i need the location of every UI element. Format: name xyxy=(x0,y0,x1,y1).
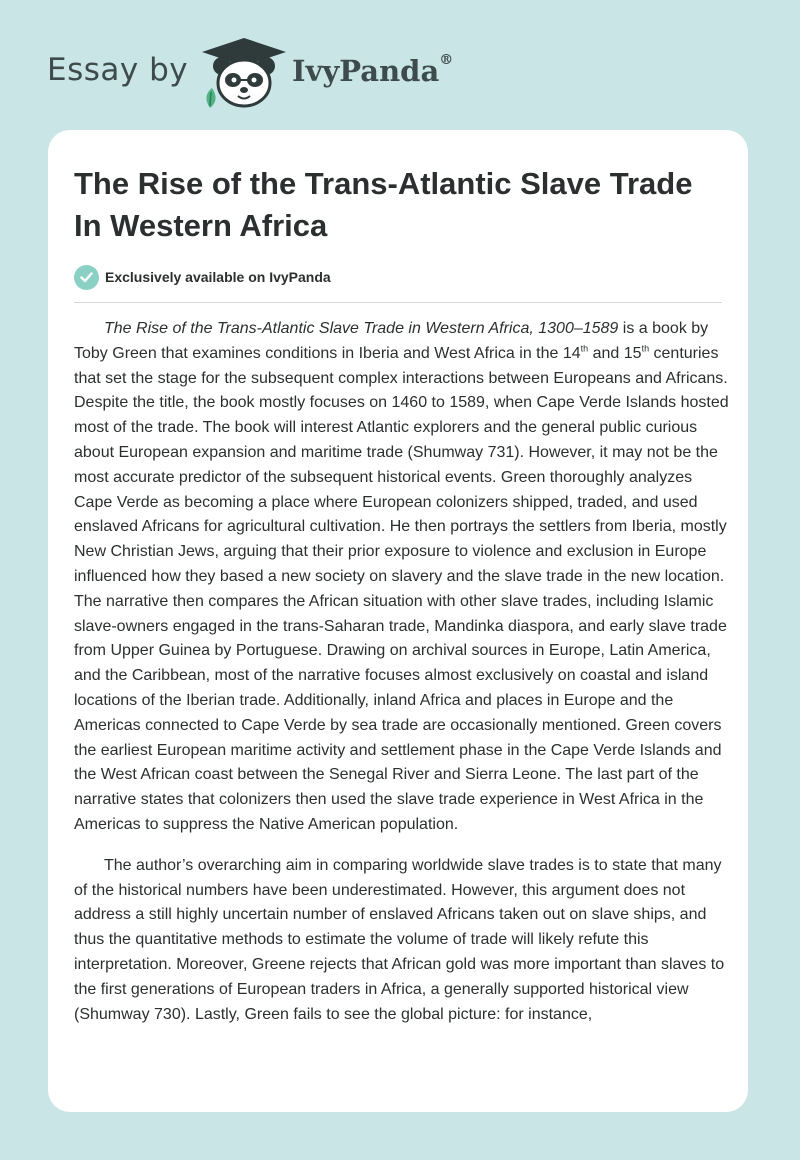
essay-body xyxy=(74,317,730,1043)
brand-name: IvyPanda® xyxy=(292,52,454,88)
book-title: The Rise of the Trans-Atlantic Slave Trade in Western Africa, 1300–1589 xyxy=(104,320,619,337)
site-header xyxy=(0,0,800,130)
paragraph-1: The Rise of the Trans-Atlantic Slave Trade in Western Africa, 1300–1589 is a book by Toby Green that examines conditions in Iberia and West Africa in the 14th and 15th centuries that set the stage for the subsequent complex interactions between Europeans and Africans. Despite the title, the book mostly focuses on 1460 to 1589, when Cape Verde Islands hosted most of the trade. The book will interest Atlantic explorers and the general public curious about European expansion and maritime trade (Shumway 731). However, it may not be the most accurate predictor of the subsequent historical events. Green thoroughly analyzes Cape Verde as becoming a place where European colonizers shipped, traded, and used enslaved Africans for agricultural cultivation. He then portrays the settlers from Iberia, mostly New Christian Jews, arguing that their prior exposure to violence and exclusion in Europe influenced how they based a new society on slavery and the slave trade in the new location. The narrative then compares the African situation with other slave trades, including Islamic slave-owners engaged in the trans-Saharan trade, Mandinka diaspora, and early slave trade from Upper Guinea by Portuguese. Drawing on archival sources in Europe, Latin America, and the Caribbean, most of the narrative focuses almost exclusively on coastal and island locations of the Iberian trade. Additionally, inland Africa and places in Europe and the Americas connected to Cape Verde by sea trade are occasionally mentioned. Green covers the earliest European maritime activity and settlement phase in the Cape Verde Islands and the West African coast between the Senegal River and Sierra Leone. The last part of the narrative states that colonizers then used the slave trade experience in West Africa in the Americas to suppress the Native American population. xyxy=(74,320,729,833)
exclusive-badge xyxy=(74,264,331,290)
essay-card xyxy=(48,130,748,1112)
essay-title: The Rise of the Trans-Atlantic Slave Trade In Western Africa xyxy=(74,166,693,243)
panda-graduate-icon xyxy=(198,36,290,110)
registered-mark: ® xyxy=(439,52,454,68)
badge-text: Exclusively available on IvyPanda xyxy=(105,269,331,285)
check-icon xyxy=(74,265,99,290)
paragraph-2: The author’s overarching aim in comparing worldwide slave trades is to state that many of the historical numbers have been underestimated. However, this argument does not address a still highly uncertain number of enslaved Africans taken out on slave ships, and thus the quantitative methods to estimate the volume of trade will likely refute this interpretation. Moreover, Greene rejects that African gold was more important than slaves to the first generations of European traders in Africa, a generally supported historical view (Shumway 730). Lastly, Green fails to see the global picture: for instance, xyxy=(74,856,725,1023)
divider xyxy=(74,302,722,303)
essay-by-label: Essay by xyxy=(47,52,189,88)
